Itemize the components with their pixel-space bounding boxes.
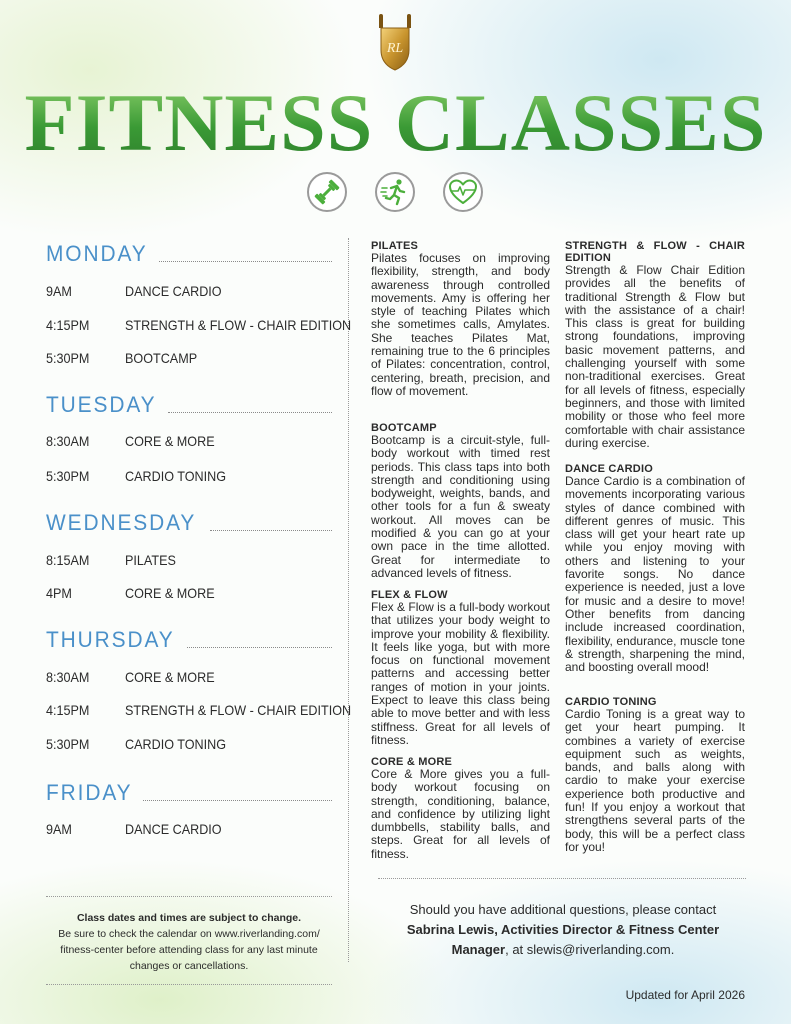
updated-date: Updated for April 2026 — [625, 988, 745, 1002]
class-description-title: CORE & MORE — [371, 756, 453, 768]
class-description-title: PILATES — [371, 240, 419, 252]
dumbbell-icon — [307, 172, 347, 212]
day-header-monday — [46, 241, 332, 267]
class-description-pilates — [371, 240, 550, 398]
class-time: 5:30PM — [46, 468, 90, 484]
class-description-title: CARDIO TONING — [565, 696, 657, 708]
class-time: 4:15PM — [46, 702, 90, 718]
divider — [168, 412, 332, 413]
divider — [46, 984, 332, 985]
class-description-title: FLEX & FLOW — [371, 589, 448, 601]
class-time: 5:30PM — [46, 736, 90, 752]
divider — [378, 878, 746, 879]
divider — [143, 800, 332, 801]
class-time: 8:30AM — [46, 433, 90, 449]
svg-text:RL: RL — [386, 41, 404, 56]
class-name: PILATES — [125, 552, 176, 568]
class-description-title: DANCE CARDIO — [565, 463, 653, 475]
day-header-tuesday — [46, 392, 332, 418]
note-text: Be sure to check the calendar on www.riverlanding.com/ fitness-center before attending class for any last minute changes or cancellations. — [58, 928, 320, 972]
day-header-thursday — [46, 627, 332, 653]
class-time: 9AM — [46, 283, 72, 299]
class-name: DANCE CARDIO — [125, 283, 222, 299]
class-description-cardio-toning — [565, 696, 745, 854]
class-description-text: Flex & Flow is a full-body workout that utilizes your body weight to improve your mobility & flexibility. It feels like yoga, but with more focus on functional movement patterns and accessing better ranges of motion in your joints. Expect to leave this class being able to move better and with less stiffness. Great for all levels of fitness. — [371, 600, 550, 747]
class-name: CORE & MORE — [125, 433, 215, 449]
class-name: STRENGTH & FLOW - CHAIR EDITION — [125, 702, 352, 718]
runner-icon — [375, 172, 415, 212]
class-time: 5:30PM — [46, 350, 90, 366]
class-name: CORE & MORE — [125, 669, 215, 685]
crest-logo — [375, 14, 415, 72]
class-name: DANCE CARDIO — [125, 821, 222, 837]
class-description-text: Core & More gives you a full-body workout focusing on strength, conditioning, balance, and confidence by utilizing light dumbbells, stability balls, and steps. Great for all levels of fitness. — [371, 767, 550, 861]
class-description-text: Bootcamp is a circuit-style, full-body workout with timed rest periods. This class taps into both strength and conditioning using bodyweight, weights, bands, and other tools for a fun & sweaty workout. All moves can be modified & you can go at your own pace in the time allotted. Great for intermediate to advanced levels of fitness. — [371, 433, 550, 580]
class-description-title: BOOTCAMP — [371, 422, 437, 434]
day-header-friday — [46, 780, 332, 806]
divider — [210, 530, 332, 531]
column-divider — [348, 238, 349, 962]
class-description-flex-flow — [371, 589, 550, 747]
note-heading: Class dates and times are subject to change. — [76, 912, 302, 924]
day-name: TUESDAY — [46, 392, 157, 417]
class-name: CARDIO TONING — [125, 468, 227, 484]
class-time: 8:30AM — [46, 669, 90, 685]
contact-name: Sabrina Lewis, Activities Director & Fitness Center Manager — [406, 922, 720, 957]
class-name: STRENGTH & FLOW - CHAIR EDITION — [125, 317, 352, 333]
class-description-dance-cardio — [565, 463, 745, 674]
class-name: BOOTCAMP — [125, 350, 198, 366]
page-title: FITNESS CLASSES — [0, 78, 791, 168]
day-name: FRIDAY — [46, 780, 133, 805]
divider — [46, 896, 332, 897]
class-time: 8:15AM — [46, 552, 90, 568]
day-name: THURSDAY — [46, 627, 175, 652]
class-description-title: STRENGTH & FLOW - CHAIR EDITION — [565, 240, 745, 264]
class-description-bootcamp — [371, 422, 550, 580]
divider — [159, 261, 332, 262]
class-name: CARDIO TONING — [125, 736, 227, 752]
heart-pulse-icon — [443, 172, 483, 212]
class-description-text: Pilates focuses on improving flexibility, strength, and body awareness through controlled movements. Amy is offering her style of teaching Pilates which she sometimes calls, Amylates. She teaches Pilates Mat, remaining true to the 6 principles of Pilates: concentration, control, centering, breath, precision, and flow of movement. — [371, 251, 550, 398]
class-description-strength-flow — [565, 240, 745, 450]
class-description-text: Cardio Toning is a great way to get your heart pumping. It combines a variety of exercise equipment such as weights, bands, and balls along with cardio to make your exercise experience both productive and fun! If you enjoy a workout that strengthens several parts of the body, this will be a perfect class for you! — [565, 707, 745, 854]
divider — [187, 647, 332, 648]
schedule-change-note — [46, 910, 332, 974]
day-name: MONDAY — [46, 241, 148, 266]
day-header-wednesday — [46, 510, 332, 536]
class-name: CORE & MORE — [125, 585, 215, 601]
day-name: WEDNESDAY — [46, 510, 197, 535]
class-time: 4PM — [46, 585, 72, 601]
contact-email: , at slewis@riverlanding.com. — [505, 942, 675, 957]
contact-intro: Should you have additional questions, please contact — [409, 902, 717, 917]
header-icons — [305, 172, 485, 214]
contact-info — [380, 900, 746, 960]
class-time: 4:15PM — [46, 317, 90, 333]
class-description-core-more — [371, 756, 550, 861]
class-time: 9AM — [46, 821, 72, 837]
class-description-text: Dance Cardio is a combination of movements incorporating various styles of dance combined with different genres of music. This class will get your heart rate up while you enjoy moving with others and listening to your favorite songs. No dance experience is needed, just a love for music and a desire to move! Other benefits from dancing include increased coordination, flexibility, endurance, muscle tone & strength, sharpening the mind, and boosting overall mood! — [565, 474, 745, 675]
class-description-text: Strength & Flow Chair Edition provides all the benefits of traditional Strength & Flow but with the assistance of a chair! This class is great for building strong foundations, improving basic movement patterns, and challenging yourself with some non-traditional exercises. Great for all levels of fitness, especially beginners, and those with limited mobility or those who feel more comfortable with chair assistance during exercise. — [565, 263, 745, 450]
